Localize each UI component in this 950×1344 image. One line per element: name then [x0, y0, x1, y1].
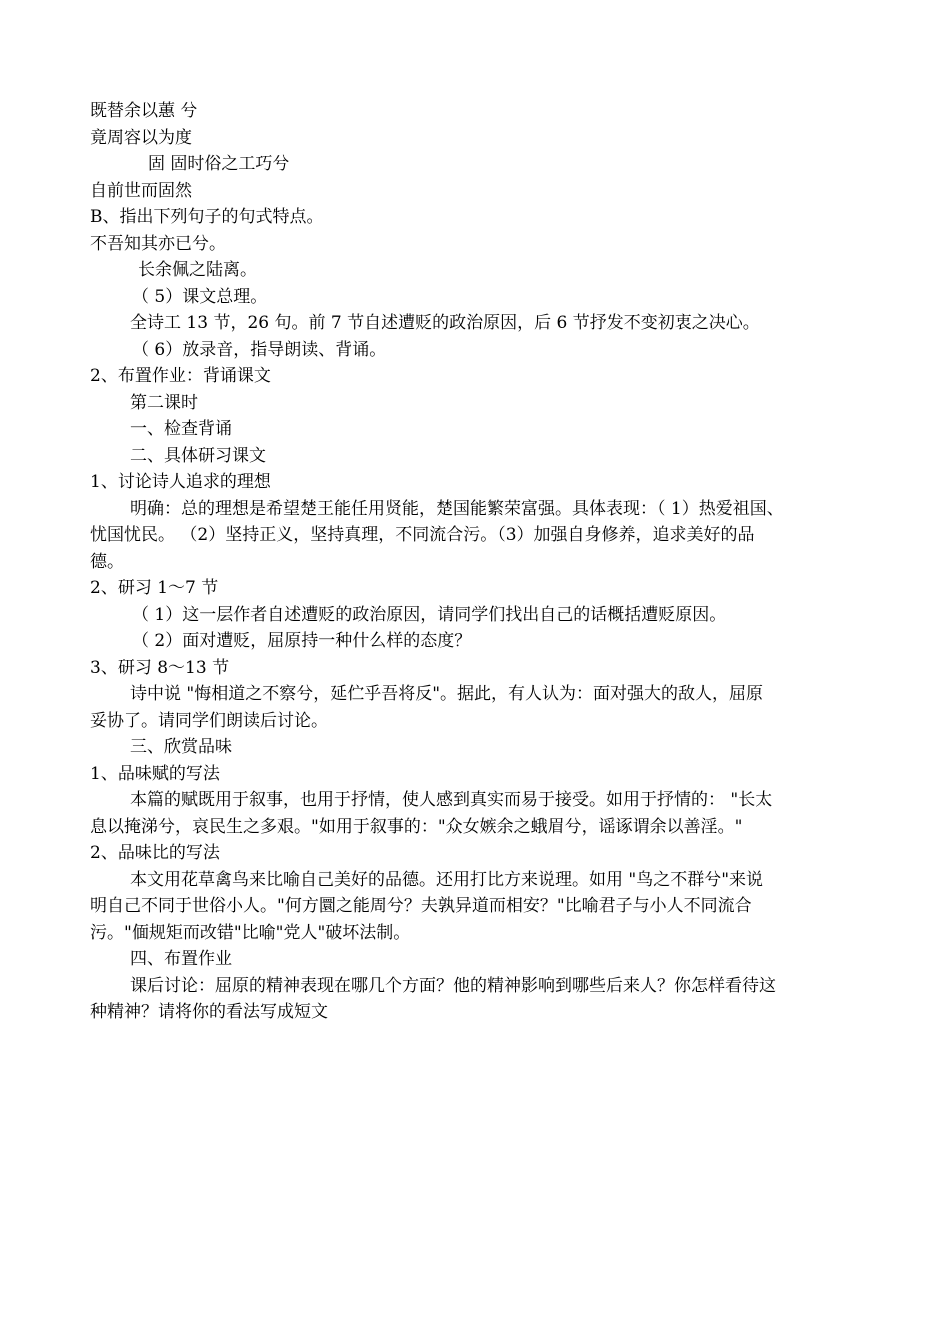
text-line: 全诗工 13 节，26 句。前 7 节自述遭贬的政治原因，后 6 节抒发不变初衷之决心。	[130, 313, 760, 333]
text-line: （ 6）放录音，指导朗读、背诵。	[132, 340, 387, 360]
text-line: 种精神？请将你的看法写成短文	[90, 1002, 328, 1022]
text-line: 不吾知其亦已兮。	[90, 234, 226, 254]
text-line: 明自己不同于世俗小人。"何方圜之能周兮？夫孰异道而相安？"比喻君子与小人不同流合	[90, 896, 752, 916]
text-line: 既替余以蕙 兮	[90, 101, 198, 121]
text-line: 妥协了。请同学们朗读后讨论。	[90, 711, 328, 731]
text-line: 明确：总的理想是希望楚王能任用贤能，楚国能繁荣富强。具体表现：（ 1）热爱祖国、	[130, 499, 784, 519]
text-line: 诗中说 "悔相道之不察兮，延伫乎吾将反"。据此，有人认为：面对强大的敌人，屈原	[130, 684, 764, 704]
text-line: 课后讨论：屈原的精神表现在哪几个方面？他的精神影响到哪些后来人？你怎样看待这	[130, 976, 776, 996]
section-heading: 三、欣赏品味	[130, 737, 232, 757]
section-heading: 二、具体研习课文	[130, 446, 266, 466]
section-heading: 1、品味赋的写法	[90, 764, 220, 784]
text-line: （ 2）面对遭贬，屈原持一种什么样的态度？	[132, 631, 472, 651]
section-heading: 第二课时	[130, 393, 198, 413]
text-line: （ 5）课文总理。	[132, 287, 268, 307]
text-line: 污。"偭规矩而改错"比喻"党人"破坏法制。	[90, 923, 411, 943]
section-heading: 四、布置作业	[130, 949, 232, 969]
section-heading: 2、品味比的写法	[90, 843, 220, 863]
section-heading: 2、布置作业：背诵课文	[90, 366, 271, 386]
text-line: 德。	[90, 552, 124, 572]
section-heading: 一、检查背诵	[130, 419, 232, 439]
text-line: 忧国忧民。 （2）坚持正义，坚持真理，不同流合污。（3）加强自身修养，追求美好的品	[90, 525, 755, 545]
text-line: 竟周容以为度	[90, 128, 192, 148]
text-line: 长余佩之陆离。	[138, 260, 257, 280]
text-line: 固 固时俗之工巧兮	[148, 154, 290, 174]
text-line: 本文用花草禽鸟来比喻自己美好的品德。还用打比方来说理。如用 "鸟之不群兮"来说	[130, 870, 764, 890]
text-line: 本篇的赋既用于叙事，也用于抒情，使人感到真实而易于接受。如用于抒情的： "长太	[130, 790, 773, 810]
section-heading: 1、讨论诗人追求的理想	[90, 472, 271, 492]
text-line: 息以掩涕兮，哀民生之多艰。"如用于叙事的："众女嫉余之蛾眉兮，谣诼谓余以善淫。"	[90, 817, 743, 837]
section-heading: 3、研习 8～13 节	[90, 658, 230, 678]
text-line: （ 1）这一层作者自述遭贬的政治原因，请同学们找出自己的话概括遭贬原因。	[132, 605, 727, 625]
section-heading: B、指出下列句子的句式特点。	[90, 207, 324, 227]
section-heading: 2、研习 1～7 节	[90, 578, 219, 598]
text-line: 自前世而固然	[90, 181, 192, 201]
